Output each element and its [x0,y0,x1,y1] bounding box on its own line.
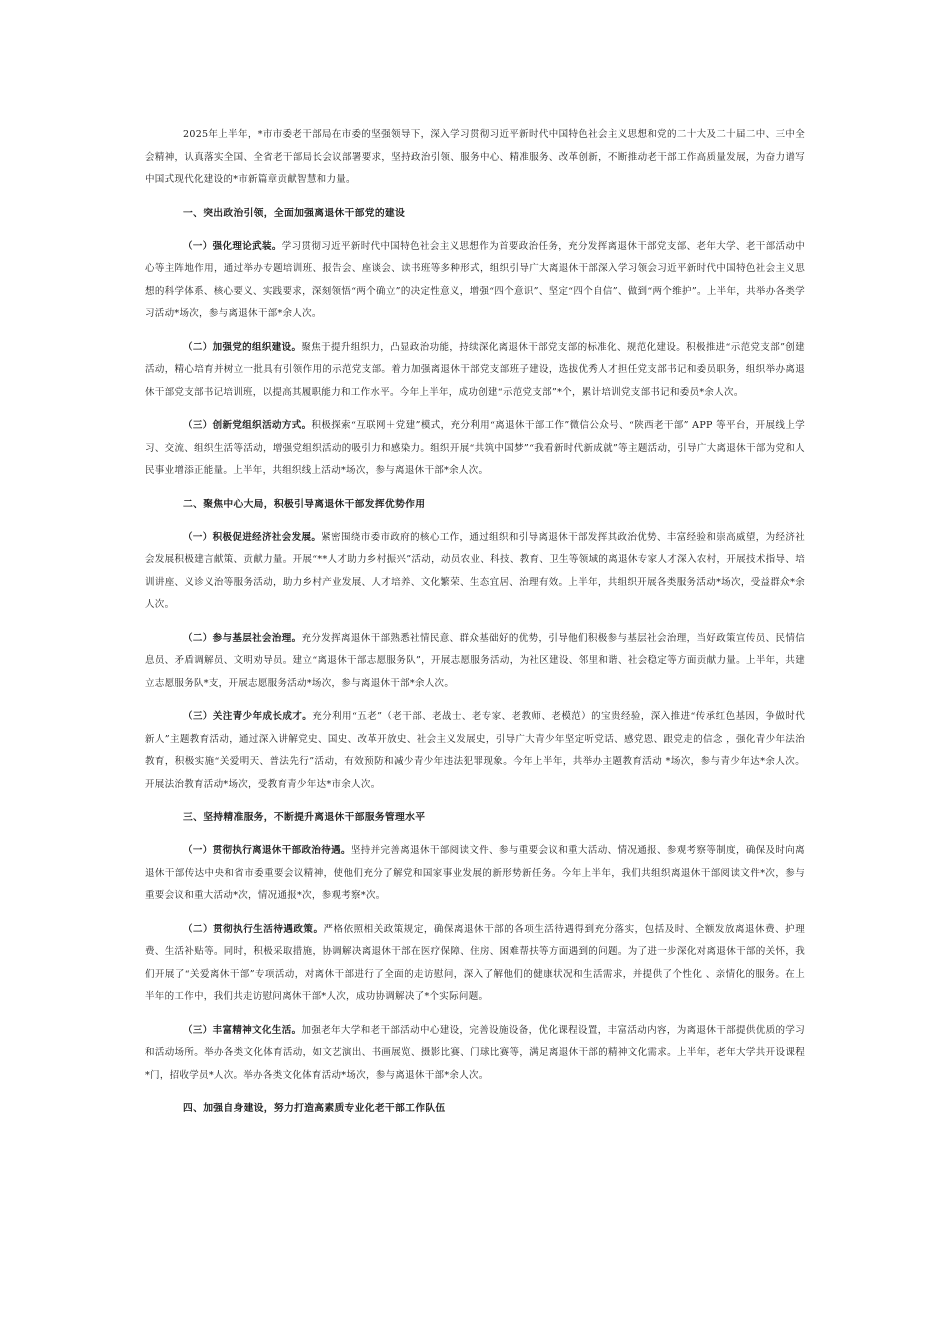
section-4-heading: 四、加强自身建设，努力打造高素质专业化老干部工作队伍 [183,1103,446,1114]
item-lead: （三）关注青少年成长成才。 [183,711,313,722]
item-lead: （二）参与基层社会治理。 [183,632,302,644]
document-page [145,124,805,1131]
intro-paragraph: 2025年上半年，*市市委老干部局在市委的坚强领导下，深入学习贯彻习近平新时代中国特色社会主义思想和党的二十大及二十届二中、三中全会精神，认真落实全国、全省老干部局长会议部署要求，坚持政治引领、服务中心、精准服务、改革创新，不断推动老干部工作高质量发展，为奋力谱写中国式现代化建设的*市新篇章贡献智慧和力量。 [145,129,805,185]
item-lead: （一）贯彻执行离退休干部政治待遇。 [183,845,351,856]
item-lead: （一）积极促进经济社会发展。 [183,531,322,543]
item-body: 紧密围绕市委市政府的核心工作，通过组织和引导离退休干部发挥其政治优势、丰富经验和崇高威望，为经济社会发展积极建言献策、贡献力量。开展“**人才助力乡村振兴”活动，动员农业、科技、教育、卫生等领域的离退休专家人才深入农村，开展技术指导、培训讲座、义诊义治等服务活动，助力乡村产业发展、人才培养、文化繁荣、生态宜居、治理有效。上半年，共组织开展各类服务活动*场次，受益群众*余人次。 [145,531,806,610]
section-2-item-3 [145,706,805,796]
item-body: 坚持并完善离退休干部阅读文件、参与重要会议和重大活动、情况通报、参观考察等制度，确保及时向离退休干部传达中央和省市委重要会议精神，使他们充分了解党和国家事业发展的新形势新任务。今年上半年，我们共组织离退休干部阅读文件*次，参与重要会议和重大活动*次，情况通报*次，参观考察*次。 [145,845,805,901]
section-3-item-1 [145,840,805,908]
item-body: 充分发挥离退休干部熟悉社情民意、群众基础好的优势，引导他们积极参与基层社会治理，当好政策宣传员、民情信息员、矛盾调解员、文明劝导员。建立“离退休干部志愿服务队”，开展志愿服务活动，为社区建设、邻里和谐、社会稳定等方面贡献力量。上半年，共建立志愿服务队*支，开展志愿服务活动*场次，参与离退休干部*余人次。 [145,632,805,689]
item-body: 聚焦于提升组织力，凸显政治功能，持续深化离退休干部党支部的标准化、规范化建设。积极推进“示范党支部”创建活动，精心培育并树立一批具有引领作用的示范党支部。着力加强离退休干部党支部班子建设，选拔优秀人才担任党支部书记和委员职务，组织举办离退休干部党支部书记培训班，以提高其履职能力和工作水平。今年上半年，成功创建“示范党支部”*个，累计培训党支部书记和委员*余人次。 [145,341,805,398]
section-2-heading: 二、聚焦中心大局，积极引导离退休干部发挥优势作用 [183,498,426,510]
item-body: 严格依照相关政策规定，确保离退休干部的各项生活待遇得到充分落实，包括及时、全额发放离退休费、护理费、生活补贴等。同时，积极采取措施，协调解决离退休干部在医疗保障、住房、困难帮扶等方面遇到的问题。为了进一步深化对离退休干部的关怀，我们开展了“关爱离休干部”专项活动，对离休干部进行了全面的走访慰问，深入了解他们的健康状况和生活需求，并提供了个性化 、亲情化的服务。在上半年的工作中，我们共走访慰问离休干部*人次，成功协调解决了*个实际问题。 [145,923,806,1002]
item-body: 充分利用“五老”（老干部、老战士、老专家、老教师、老模范）的宝贵经验，深入推进“传承红色基因，争做时代新人”主题教育活动，通过深入讲解党史、国史、改革开放史、社会主义发展史，引导广大青少年坚定听党话、感党恩、跟党走的信念 ，强化青少年法治教育，积极实施“关爱明天、普法先行”活动，有效预防和减少青少年违法犯罪现象。今年上半年，共举办主题教育活动 *场次，参与青少年达*余人次。开展法治教育活动*场次，受教育青少年达*市余人次。 [145,711,805,790]
item-lead: （二）加强党的组织建设。 [183,341,302,353]
item-body: 积极探索“互联网＋党建”模式，充分利用“离退休干部工作”微信公众号、“陕西老干部” APP 等平台，开展线上学习、交流、组织生活等活动，增强党组织活动的吸引力和感染力。组织开展“共筑中国梦”“我看新时代新成就”等主题活动，引导广大离退休干部为党和人民事业增添正能量。上半年，共组织线上活动*场次，参与离退休干部*余人次。 [145,420,806,476]
section-2-item-1 [145,527,805,617]
item-body: 学习贯彻习近平新时代中国特色社会主义思想作为首要政治任务，充分发挥离退休干部党支部、老年大学、老干部活动中心等主阵地作用，通过举办专题培训班、报告会、座谈会、读书班等多种形式，组织引导广大离退休干部深入学习领会习近平新时代中国特色社会主义思想的科学体系、核心要义、实践要求，深刻领悟“两个确立”的决定性意义，增强“四个意识”、坚定“四个自信”、做到“两个维护”。上半年，共举办各类学习活动*场次，参与离退休干部*余人次。 [145,240,805,319]
section-1-heading: 一、突出政治引领，全面加强离退休干部党的建设 [183,207,406,219]
section-1-item-1 [145,236,805,326]
item-lead: （三）创新党组织活动方式。 [183,420,312,431]
section-3-item-3 [145,1020,805,1088]
section-1-item-2 [145,337,805,405]
item-lead: （一）强化理论武装。 [183,240,282,252]
section-2-item-2 [145,628,805,696]
item-body: 加强老年大学和老干部活动中心建设，完善设施设备，优化课程设置，丰富活动内容，为离退休干部提供优质的学习和活动场所。举办各类文化体育活动，如文艺演出、书画展览、摄影比赛、门球比赛等，满足离退休干部的精神文化需求。上半年，老年大学共开设课程*门，招收学员*人次。举办各类文化体育活动*场次，参与离退休干部*余人次。 [145,1024,805,1081]
item-lead: （三）丰富精神文化生活。 [183,1024,302,1036]
section-1-item-3 [145,415,805,483]
section-3-item-2 [145,919,805,1009]
section-3-heading: 三、坚持精准服务，不断提升离退休干部服务管理水平 [183,812,426,823]
item-lead: （二）贯彻执行生活待遇政策。 [183,923,324,935]
